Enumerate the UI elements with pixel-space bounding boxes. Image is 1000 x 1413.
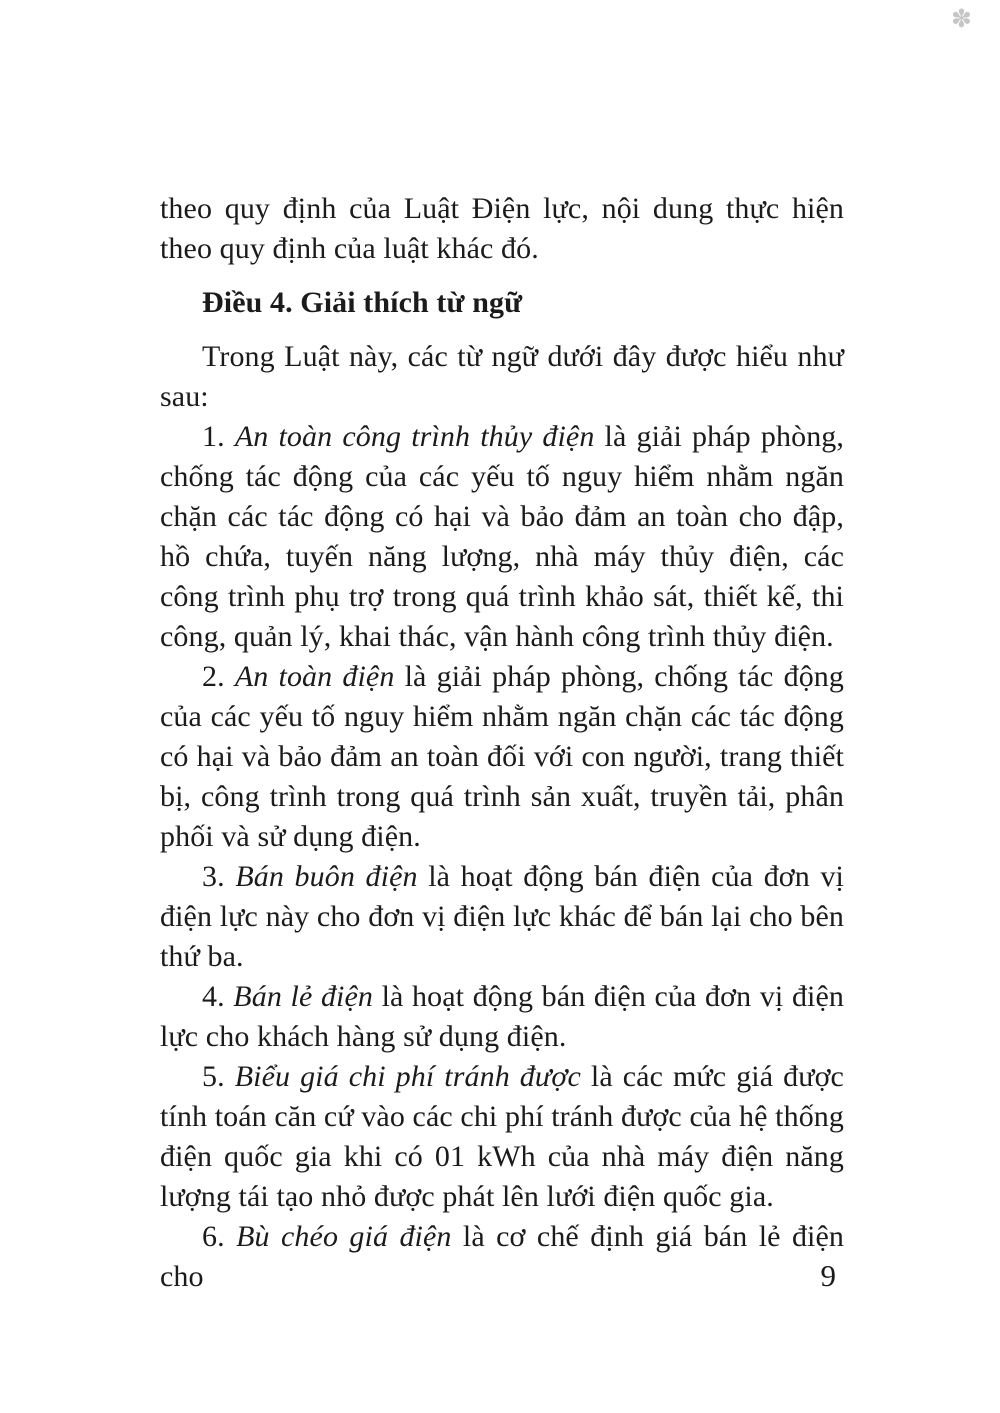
definition-term: Biểu giá chi phí tránh được — [234, 1060, 581, 1093]
definition-number: 3. — [202, 860, 236, 893]
paragraph-continuation: theo quy định của Luật Điện lực, nội dung thực hiện theo quy định của luật khác đó. — [160, 192, 844, 265]
page-content — [160, 189, 844, 1297]
definition-term: Bù chéo giá điện — [236, 1220, 452, 1253]
definition-text: là các mức giá được tính toán căn cứ vào các chi phí tránh được của hệ thống điện quốc gia khi có 01 kWh của nhà máy điện năng lượng tái tạo nhỏ được phát lên lưới điện quốc gia. — [160, 1060, 844, 1213]
definition-item-4 — [160, 977, 844, 1057]
definition-term: An toàn công trình thủy điện — [234, 420, 595, 453]
definition-number: 4. — [202, 980, 234, 1013]
definition-number: 6. — [202, 1220, 237, 1253]
article-heading: Điều 4. Giải thích từ ngữ — [202, 286, 523, 319]
definition-text: là giải pháp phòng, chống tác động của các yếu tố nguy hiểm nhằm ngăn chặn các tác động có hại và bảo đảm an toàn đối với con người, trang thiết bị, công trình trong quá trình sản xuất, truyền tải, phân phối và sử dụng điện. — [160, 660, 844, 853]
definition-item-1 — [160, 417, 844, 657]
definition-text: là cơ chế định giá bán lẻ điện cho — [160, 1220, 844, 1293]
paragraph-intro: Trong Luật này, các từ ngữ dưới đây được hiểu như sau: — [160, 340, 844, 413]
flower-decoration-icon: ✽ — [951, 4, 972, 33]
definition-number: 5. — [202, 1060, 235, 1093]
definition-term: An toàn điện — [234, 660, 395, 693]
definition-term: Bán lẻ điện — [233, 980, 374, 1013]
definition-term: Bán buôn điện — [235, 860, 418, 893]
definition-item-3 — [160, 857, 844, 977]
page-number: 9 — [820, 1258, 836, 1293]
definition-number: 2. — [202, 660, 235, 693]
definition-item-2 — [160, 657, 844, 857]
definition-item-5 — [160, 1057, 844, 1217]
definition-text: là giải pháp phòng, chống tác động của các yếu tố nguy hiểm nhằm ngăn chặn các tác động có hại và bảo đảm an toàn cho đập, hồ chứa, tuyến năng lượng, nhà máy thủy điện, các công trình phụ trợ trong quá trình khảo sát, thiết kế, thi công, quản lý, khai thác, vận hành công trình thủy điện. — [160, 420, 844, 653]
definition-text: là hoạt động bán điện của đơn vị điện lực này cho đơn vị điện lực khác để bán lại cho bên thứ ba. — [160, 860, 844, 973]
definition-text: là hoạt động bán điện của đơn vị điện lực cho khách hàng sử dụng điện. — [160, 980, 844, 1053]
definition-number: 1. — [202, 420, 235, 453]
